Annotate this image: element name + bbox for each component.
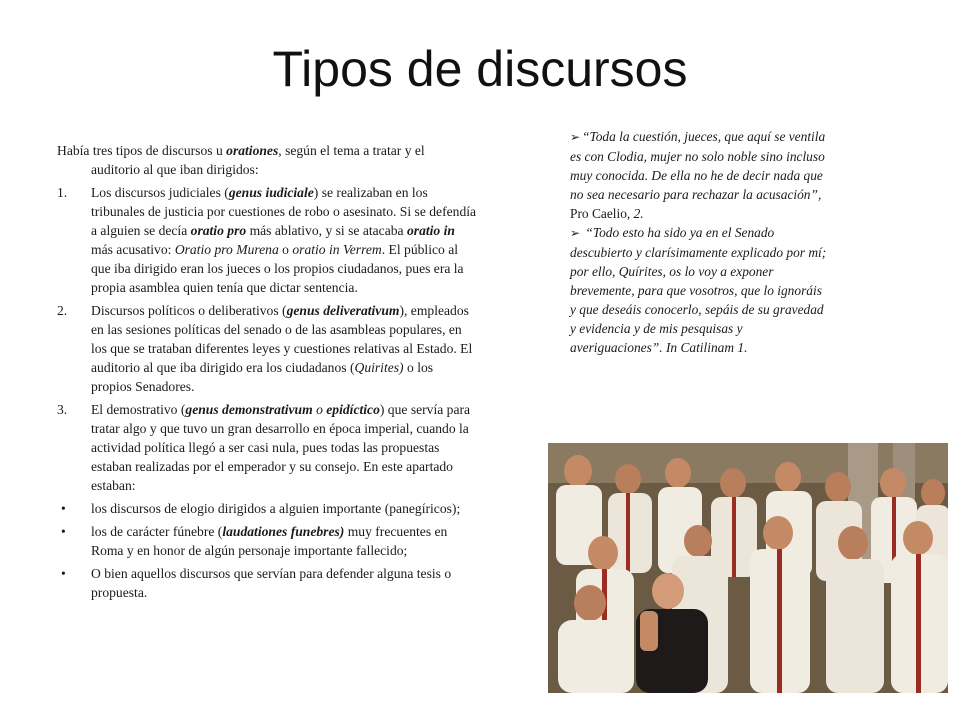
text: o: [278, 242, 293, 257]
intro-text-2: , según el tema a tratar y el auditorio al que iban dirigidos:: [91, 143, 425, 177]
quote-text: “Todo esto ha sido ya en el Senado descubierto y clarísimamente explicado por mí; por ello, Quírites, os lo voy a exponer brevemente, para que vosotros, que lo ignoráis y que deseáis conocerlo, sepáis de su gravedad y evidencia y de mis pesquisas y averiguaciones”. In Catilinam 1.: [570, 225, 827, 355]
term: oratio in: [406, 223, 455, 238]
quote-text: , 2.: [626, 206, 644, 221]
text: O bien aquellos discursos que servían para defender alguna tesis o propuesta.: [91, 566, 452, 600]
text: los de carácter fúnebre (: [91, 524, 223, 539]
bullet-item-panegyric: [57, 499, 477, 518]
text: ) se realizaban en los tribunales de justicia por cuestiones de robo o asesinato. Si se defendía a alguien se decía: [91, 185, 477, 238]
arrow-bullet-icon: ➢: [570, 130, 581, 144]
intro-term: orationes: [226, 143, 279, 158]
item-number: 1.: [57, 185, 68, 200]
work-title: oratio in Verrem: [292, 242, 382, 257]
term: genus demonstrativum: [185, 402, 313, 417]
intro-text-1: Había tres tipos de discursos u: [57, 143, 227, 158]
quote-pro-caelio: [570, 127, 830, 223]
bullet-item-funeral: [57, 522, 477, 560]
text: o los propios Senadores.: [91, 360, 434, 394]
list-item-demonstrative: [57, 400, 477, 495]
list-item-judicial: [57, 183, 477, 297]
text: más acusativo:: [91, 242, 175, 257]
slide-title: Tipos de discursos: [272, 41, 688, 97]
term: epidíctico: [326, 402, 380, 417]
text: los discursos de elogio dirigidos a alguien importante (panegíricos);: [91, 501, 461, 516]
quote-source: Pro Caelio: [570, 206, 627, 221]
quote-text: “Toda la cuestión, jueces, que aquí se ventila es con Clodia, mujer no solo noble sino incluso muy conocida. De ella no he de decir nada que no sea necesario para rechazar la acusación”,: [570, 129, 826, 202]
text: o: [312, 402, 327, 417]
term: oratio pro: [190, 223, 247, 238]
text: muy frecuentes en Roma y en honor de algún personaje importante fallecido;: [91, 524, 448, 558]
item-number: 3.: [57, 402, 68, 417]
senate-scene-illustration: [548, 443, 948, 693]
text: . El público al que iba dirigido eran los jueces o los propios ciudadanos, pues era la propia asamblea quien tenía que dictar sentencia.: [91, 242, 464, 295]
bullet-item-thesis: [57, 564, 477, 602]
bullet-icon: •: [61, 501, 66, 516]
text: ) que servía para tratar algo y que tuvo un gran desarrollo en época imperial, cuando la actividad política llegó a ser casi nula, pues todas las propuestas estaban realizadas por el emperador y su consejo. En este apartado estaban:: [91, 402, 471, 493]
list-item-political: [57, 301, 477, 396]
term: Quirites): [354, 360, 404, 375]
text: Los discursos judiciales (: [91, 185, 229, 200]
text: ), empleados en las sesiones políticas del senado o de las asambleas populares, en los que se trataban diferentes leyes y cuestiones relativas al Estado. El auditorio al que iba dirigido era los ciudadanos (: [91, 303, 473, 375]
bullet-icon: •: [61, 566, 66, 581]
work-title: Oratio pro Murena: [174, 242, 279, 257]
quotes-box: [570, 127, 830, 357]
intro-paragraph: [57, 141, 477, 179]
term: laudationes funebres): [222, 524, 345, 539]
senate-photo: [548, 443, 948, 693]
quote-catilinam: [570, 223, 830, 357]
term: genus deliverativum: [286, 303, 400, 318]
term: genus iudiciale: [228, 185, 314, 200]
text: más ablativo, y si se atacaba: [246, 223, 407, 238]
arrow-bullet-icon: ➢: [570, 226, 581, 240]
bullet-icon: •: [61, 524, 66, 539]
main-text: [57, 141, 477, 606]
text: Discursos políticos o deliberativos (: [91, 303, 287, 318]
item-number: 2.: [57, 303, 68, 318]
text: El demostrativo (: [91, 402, 186, 417]
